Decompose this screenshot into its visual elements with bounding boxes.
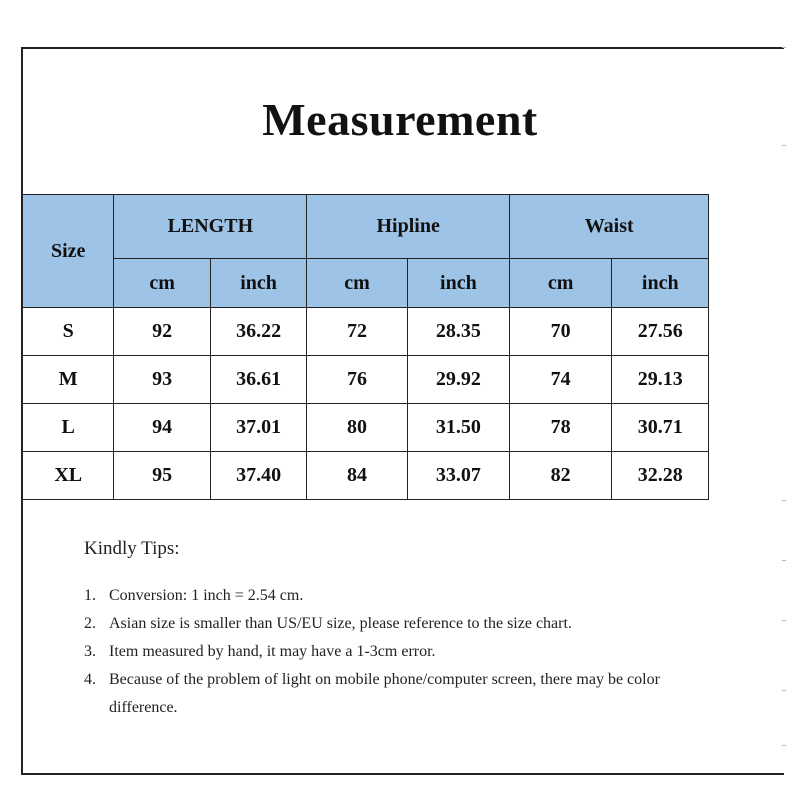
tip-text: Conversion: 1 inch = 2.54 cm. xyxy=(109,587,304,604)
table-cell: 93 xyxy=(114,356,210,404)
unit-header: cm xyxy=(307,259,407,308)
edge-mark xyxy=(782,500,786,501)
table-cell: 29.92 xyxy=(407,356,509,404)
tip-text: Item measured by hand, it may have a 1-3cm error. xyxy=(109,643,436,660)
edge-mark xyxy=(782,560,786,561)
table-cell: 36.22 xyxy=(210,308,306,356)
tips-list xyxy=(84,582,669,722)
table-cell: 74 xyxy=(510,356,612,404)
unit-header: inch xyxy=(407,259,509,308)
unit-header: inch xyxy=(612,259,709,308)
table-cell: 94 xyxy=(114,404,210,452)
table-cell: 80 xyxy=(307,404,407,452)
tip-text: Asian size is smaller than US/EU size, please reference to the size chart. xyxy=(109,615,572,632)
header-row-units xyxy=(23,259,800,308)
table-cell: 82 xyxy=(510,452,612,500)
table-cell: 27.56 xyxy=(612,308,709,356)
table-row xyxy=(23,308,800,356)
table-cell: 70 xyxy=(510,308,612,356)
tip-item xyxy=(84,638,669,666)
table-cell: 31.50 xyxy=(407,404,509,452)
tip-text: Because of the problem of light on mobile phone/computer screen, there may be color difference. xyxy=(109,671,660,716)
header-row-groups xyxy=(23,195,800,259)
table-cell: 72 xyxy=(307,308,407,356)
table-cell: 78 xyxy=(510,404,612,452)
table-cell: 92 xyxy=(114,308,210,356)
table-cell: 29.13 xyxy=(612,356,709,404)
table-cell: 36.61 xyxy=(210,356,306,404)
size-cell: XL xyxy=(23,452,114,500)
size-chart-table xyxy=(22,194,800,500)
tip-number: 1. xyxy=(84,587,96,604)
table-cell: 37.40 xyxy=(210,452,306,500)
table-cell: 37.01 xyxy=(210,404,306,452)
group-header-hipline: Hipline xyxy=(307,195,510,259)
edge-mark xyxy=(782,745,786,746)
size-cell: M xyxy=(23,356,114,404)
edge-mark xyxy=(782,145,786,146)
size-cell: S xyxy=(23,308,114,356)
size-header: Size xyxy=(23,195,114,308)
unit-header: inch xyxy=(210,259,306,308)
table-cell: 33.07 xyxy=(407,452,509,500)
tip-number: 3. xyxy=(84,643,96,660)
table-cell: 95 xyxy=(114,452,210,500)
page-title: Measurement xyxy=(262,94,538,145)
edge-mark xyxy=(782,690,786,691)
tip-item xyxy=(84,610,669,638)
edge-mark xyxy=(782,620,786,621)
tip-number: 2. xyxy=(84,615,96,632)
size-cell: L xyxy=(23,404,114,452)
tip-item xyxy=(84,582,669,610)
edge-mark xyxy=(782,47,786,48)
table-cell: 30.71 xyxy=(612,404,709,452)
group-header-waist: Waist xyxy=(510,195,709,259)
table-cell: 28.35 xyxy=(407,308,509,356)
unit-header: cm xyxy=(510,259,612,308)
tip-number: 4. xyxy=(84,671,96,688)
group-header-length: LENGTH xyxy=(114,195,307,259)
table-cell: 76 xyxy=(307,356,407,404)
tip-item xyxy=(84,666,669,722)
table-row xyxy=(23,404,800,452)
table-row xyxy=(23,356,800,404)
table-cell: 32.28 xyxy=(612,452,709,500)
tips-heading: Kindly Tips: xyxy=(84,538,180,559)
table-cell: 84 xyxy=(307,452,407,500)
unit-header: cm xyxy=(114,259,210,308)
table-row xyxy=(23,452,800,500)
